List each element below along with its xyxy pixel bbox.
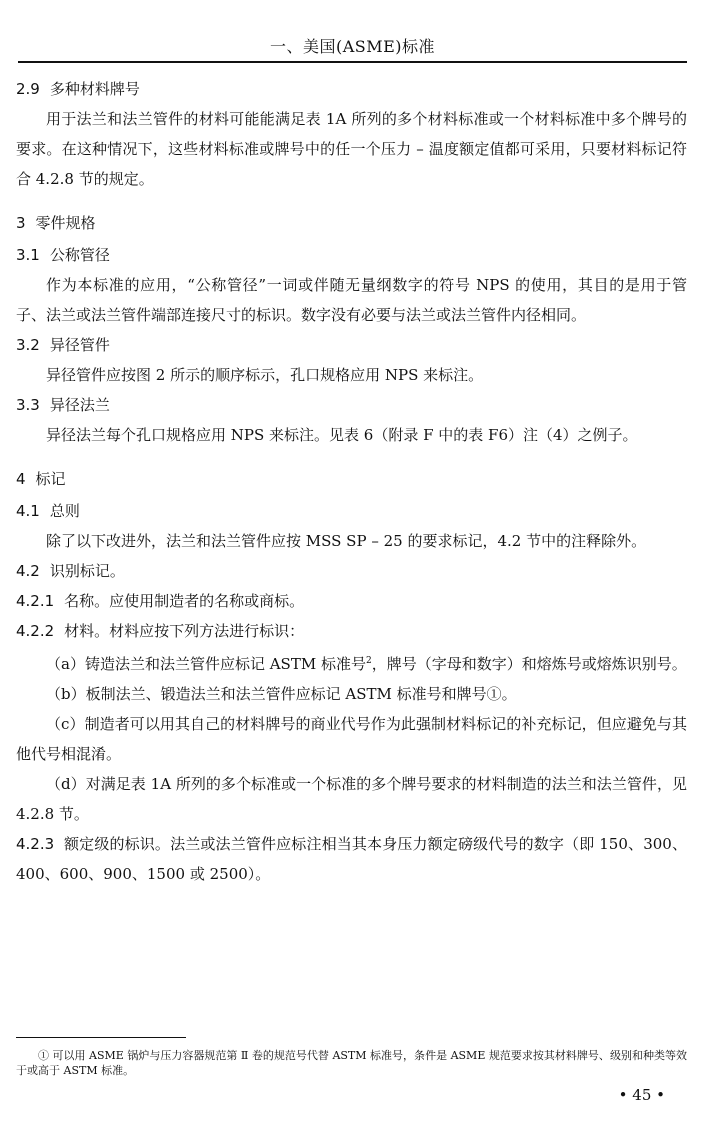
section-number: 4 [16, 470, 26, 488]
footnote-rule [16, 1037, 186, 1038]
section-number: 4.2.2 [16, 622, 55, 640]
heading-4-2-1 [16, 586, 687, 616]
item-b: （b）板制法兰、锻造法兰和法兰管件应标记 ASTM 标准号和牌号①。 [46, 685, 517, 703]
section-text: 材料。材料应按下列方法进行标识： [64, 622, 305, 640]
paragraph-4-2-3 [16, 829, 687, 889]
footnote: ① 可以用 ASME 锅炉与压力容器规范第 Ⅱ 卷的规范号代替 ASTM 标准号，条件是 ASME 规范要求按其材料牌号、级别和种类等效于或高于 ASTM 标准。 [16, 1049, 687, 1077]
section-title: 多种材料牌号 [49, 80, 140, 98]
heading-3 [16, 208, 687, 238]
section-number: 3 [16, 214, 26, 232]
heading-4-1 [16, 496, 687, 526]
heading-3-2 [16, 330, 687, 360]
paragraph-4-1: 除了以下改进外，法兰和法兰管件应按 MSS SP – 25 的要求标记，4.2 节中的注释除外。 [46, 532, 647, 550]
section-title: 识别标记。 [49, 562, 125, 580]
item-c: （c）制造者可以用其自己的材料牌号的商业代号作为此强制材料标记的补充标记，但应避免与其他代号相混淆。 [16, 715, 687, 763]
item-a: （a）铸造法兰和法兰管件应标记 ASTM 标准号$^2$，牌号（字母和数字）和熔炼号或熔炼识别号。 [46, 655, 687, 673]
heading-3-1 [16, 240, 687, 270]
heading-4-2 [16, 556, 687, 586]
page-number: • 45 • [618, 1086, 665, 1104]
section-number: 2.9 [16, 80, 40, 98]
section-number: 3.2 [16, 336, 40, 354]
section-title: 零件规格 [35, 214, 96, 232]
body-content [16, 74, 687, 889]
header-rule [18, 61, 687, 63]
section-number: 4.2 [16, 562, 40, 580]
paragraph-2-9: 用于法兰和法兰管件的材料可能能满足表 1A 所列的多个材料标准或一个材料标准中多个牌号的要求。在这种情况下，这些材料标准或牌号中的任一个压力 – 温度额定值都可采用，只要材料标记符合 4.2.8 节的规定。 [16, 110, 687, 188]
section-number: 3.1 [16, 246, 40, 264]
section-number: 4.2.1 [16, 592, 55, 610]
section-title: 标记 [35, 470, 66, 488]
section-text: 额定级的标识。法兰或法兰管件应标注相当其本身压力额定磅级代号的数字（即 150、300、400、600、900、1500 或 2500）。 [16, 835, 687, 883]
section-number: 4.2.3 [16, 835, 55, 853]
paragraph-3-3: 异径法兰每个孔口规格应用 NPS 来标注。见表 6（附录 F 中的表 F6）注（4）之例子。 [46, 426, 638, 444]
section-title: 总则 [49, 502, 80, 520]
paragraph-3-1: 作为本标准的应用，“公称管径”一词或伴随无量纲数字的符号 NPS 的使用，其目的是用于管子、法兰或法兰管件端部连接尺寸的标识。数字没有必要与法兰或法兰管件内径相同。 [16, 276, 687, 324]
section-title: 异径管件 [49, 336, 110, 354]
section-title: 公称管径 [49, 246, 110, 264]
heading-4-2-2 [16, 616, 687, 646]
heading-3-3 [16, 390, 687, 420]
section-text: 名称。应使用制造者的名称或商标。 [64, 592, 305, 610]
paragraph-3-2: 异径管件应按图 2 所示的顺序标示，孔口规格应用 NPS 来标注。 [46, 366, 484, 384]
heading-4 [16, 464, 687, 494]
section-number: 4.1 [16, 502, 40, 520]
item-d: （d）对满足表 1A 所列的多个标准或一个标准的多个牌号要求的材料制造的法兰和法兰管件，见 4.2.8 节。 [16, 775, 687, 823]
section-title: 异径法兰 [49, 396, 110, 414]
superscript: 2 [365, 656, 372, 666]
running-header: 一、美国(ASME)标准 [269, 37, 436, 56]
section-number: 3.3 [16, 396, 40, 414]
heading-2-9 [16, 74, 687, 104]
